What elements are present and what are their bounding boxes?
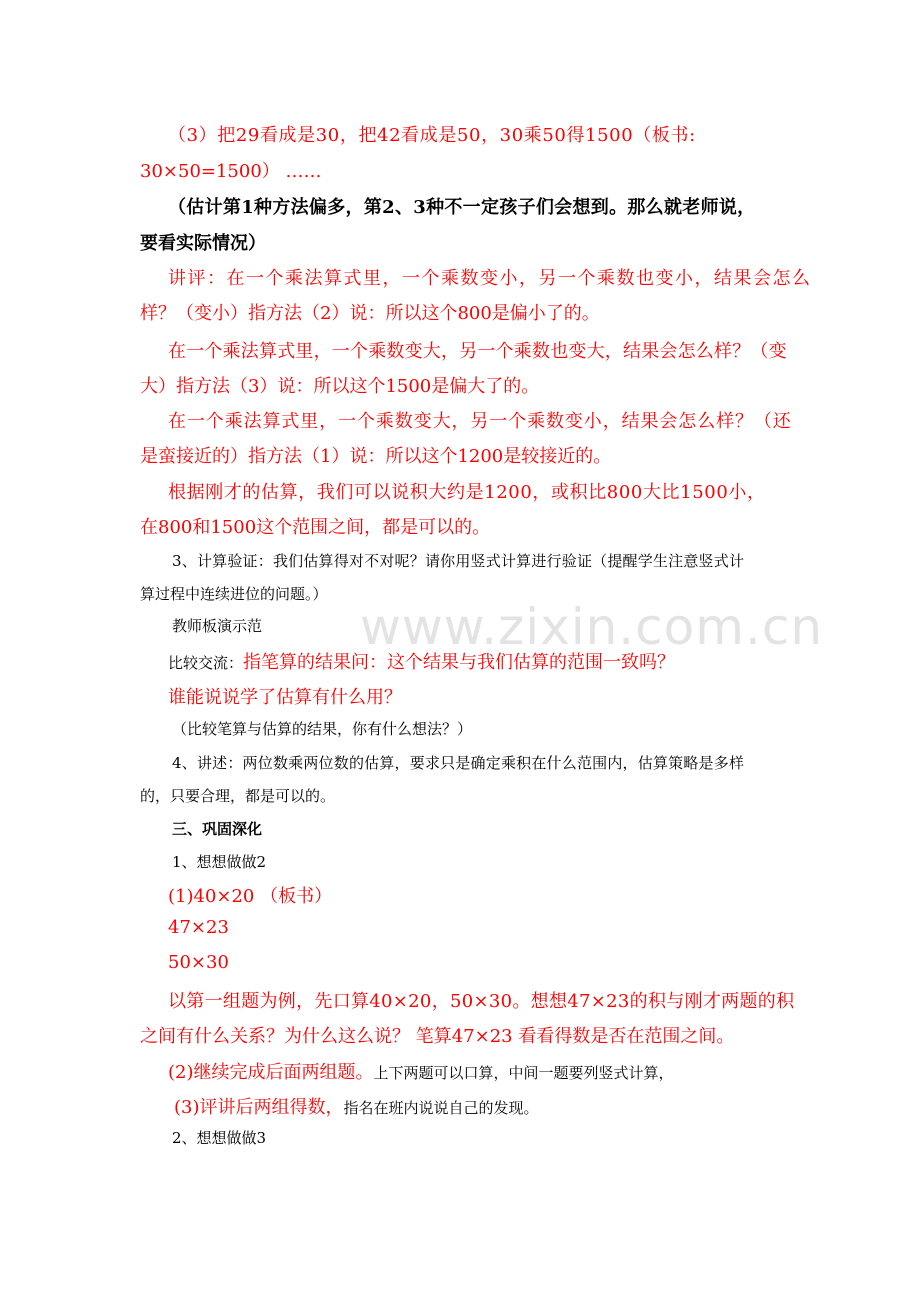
verify-line2: 算过程中连续进位的问题。） <box>140 585 328 603</box>
larger-line1: 在一个乘法算式里，一个乘数变大，另一个乘数也变大，结果会怎么样？（变 <box>168 341 787 362</box>
conclusion-line1: 根据刚才的估算，我们可以说积大约是1200，或积比800大比1500小， <box>168 482 766 503</box>
narrate-line1: 4、讲述：两位数乘两位数的估算，要求只是确定乘积在什么范围内，估算策略是多样 <box>172 754 745 772</box>
note-line1: （估计第1种方法偏多，第2、3种不一定孩子们会想到。那么就老师说， <box>168 197 756 218</box>
review-groups-line <box>174 1093 539 1119</box>
method-3-line2: 30×50=1500） …… <box>140 161 322 182</box>
compare-question: 指笔算的结果问：这个结果与我们估算的范围一致吗？ <box>243 652 676 673</box>
close-line2: 是蛮接近的）指方法（1）说：所以这个1200是较接近的。 <box>140 446 612 467</box>
narrate-line2: 的，只要合理，都是可以的。 <box>140 787 336 805</box>
review-line2: 样？（变小）指方法（2）说：所以这个800是偏小了的。 <box>140 303 600 324</box>
usage-question: 谁能说说学了估算有什么用？ <box>168 687 402 708</box>
method-3-line1: （3）把29看成是30，把42看成是50，30乘50得1500（板书: <box>168 125 696 146</box>
continue-red: (2)继续完成后面两组题。 <box>168 1062 374 1083</box>
compare-line <box>168 648 675 674</box>
example-line1: 以第一组题为例，先口算40×20，50×30。想想47×23的积与刚才两题的积 <box>168 991 795 1012</box>
verify-line1: 3、计算验证：我们估算得对不对呢？请你用竖式计算进行验证（提醒学生注意竖式计 <box>172 552 745 570</box>
continue-line <box>168 1058 674 1084</box>
compare-thoughts: （比较笔算与估算的结果，你有什么想法？） <box>172 720 473 738</box>
problem-50x30: 50×30 <box>168 952 229 973</box>
section-heading: 三、巩固深化 <box>172 820 263 838</box>
problem-40x20: (1)40×20 （板书） <box>168 886 333 907</box>
example-line2: 之间有什么关系？为什么这么说？ 笔算47×23 看看得数是否在范围之间。 <box>140 1026 735 1047</box>
exercise-2-heading: 2、想想做做3 <box>172 1129 267 1147</box>
problem-47x23: 47×23 <box>168 917 229 938</box>
exercise-1-heading: 1、想想做做2 <box>172 853 267 871</box>
conclusion-line2: 在800和1500这个范围之间，都是可以的。 <box>140 517 491 538</box>
review-line1: 讲评：在一个乘法算式里，一个乘数变小，另一个乘数也变小，结果会怎么 <box>168 268 812 289</box>
watermark: www.zixin.com.cn <box>360 598 824 656</box>
review-groups-black: 指名在班内说说自己的发现。 <box>343 1099 539 1117</box>
close-line1: 在一个乘法算式里，一个乘数变大，另一个乘数变小，结果会怎么样？（还 <box>168 411 792 432</box>
larger-line2: 大）指方法（3）说：所以这个1500是偏大了的。 <box>140 376 540 397</box>
review-groups-red: (3)评讲后两组得数， <box>174 1097 344 1118</box>
continue-black: 上下两题可以口算，中间一题要列竖式计算， <box>373 1064 674 1082</box>
teacher-demo: 教师板演示范 <box>172 617 263 635</box>
compare-label: 比较交流： <box>168 654 244 672</box>
note-line2: 要看实际情况） <box>140 233 266 254</box>
